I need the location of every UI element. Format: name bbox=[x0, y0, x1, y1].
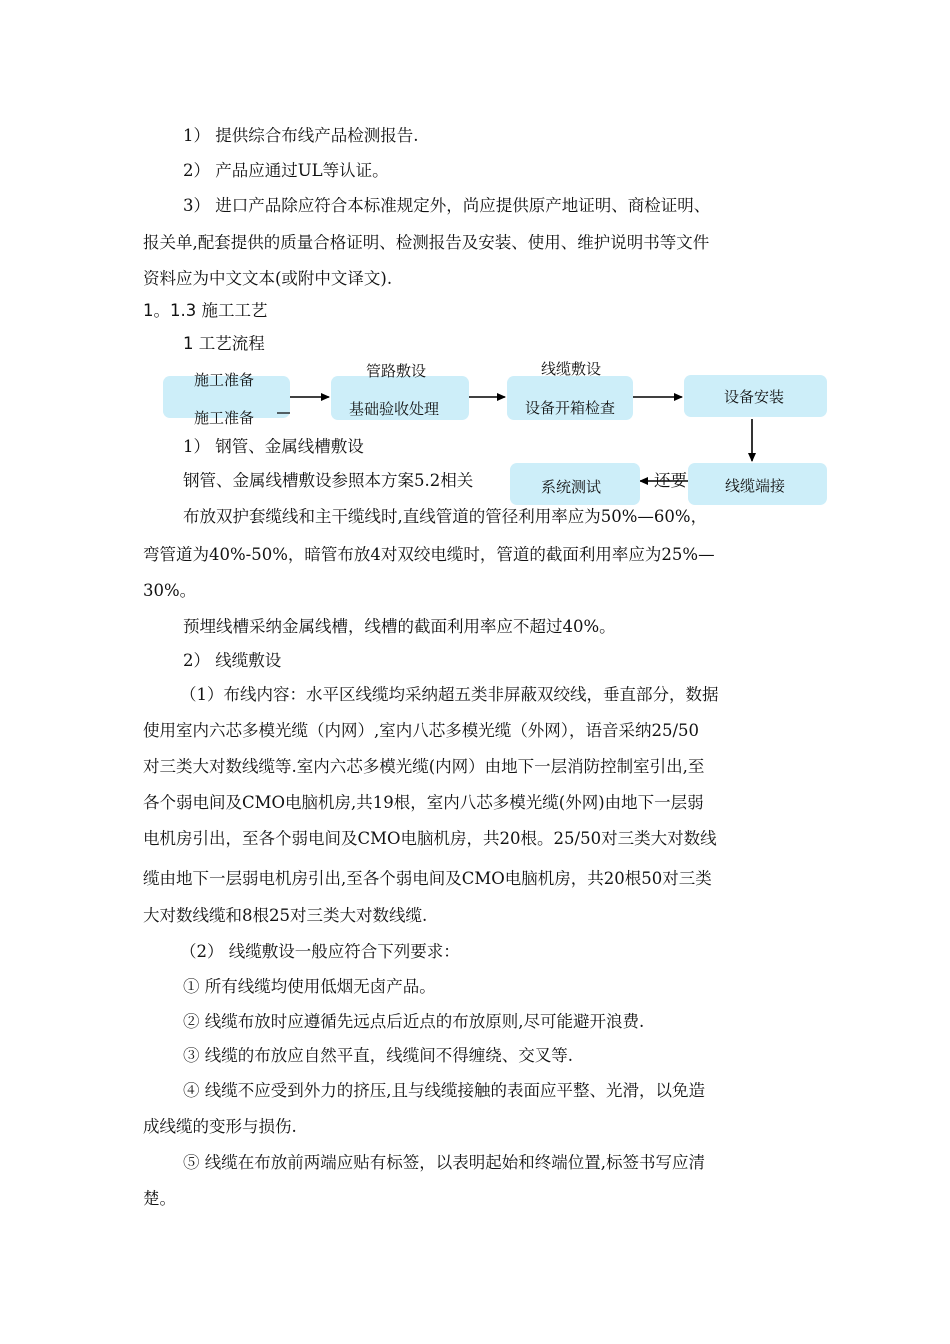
content-line2: 使用室内六芯多模光缆（内网）,室内八芯多模光缆（外网），语音采纳25/50 bbox=[143, 721, 700, 740]
list-item-certification: 2） 产品应通过UL等认证。 bbox=[183, 161, 389, 180]
requirements-intro: （2） 线缆敷设一般应符合下列要求： bbox=[180, 942, 460, 961]
sub-heading: 1 工艺流程 bbox=[183, 334, 265, 353]
routing-line2: 弯管道为40%-50%，暗管布放4对双绞电缆时，管道的截面利用率应为25%— bbox=[143, 545, 715, 564]
flow-step-preparation-duplicate: 施工准备 bbox=[194, 409, 255, 427]
requirement-5-line1: ⑤ 线缆在布放前两端应贴有标签，以表明起始和终端位置,标签书写应清 bbox=[183, 1153, 705, 1172]
flow-step-installation: 设备安装 bbox=[724, 388, 785, 406]
content-line6: 缆由地下一层弱电机房引出,至各个弱电间及CMO电脑机房，共20根50对三类 bbox=[143, 869, 712, 888]
embedded-trunk-text: 预埋线槽采纳金属线槽，线槽的截面利用率应不超过40%。 bbox=[183, 617, 616, 636]
content-line5: 电机房引出，至各个弱电间及CMO电脑机房，共20根。25/50对三类大对数线 bbox=[143, 829, 717, 848]
section-heading: 1。1.3 施工工艺 bbox=[143, 301, 268, 320]
steel-conduit-text-tail: 还要 bbox=[654, 471, 687, 490]
flow-step-preparation: 施工准备 bbox=[194, 371, 255, 389]
content-line3: 对三类大对数线缆等.室内六芯多模光缆(内网）由地下一层消防控制室引出,至 bbox=[143, 757, 705, 776]
list-item-import-line3: 资料应为中文文本(或附中文译文). bbox=[143, 269, 393, 288]
content-line1: （1）布线内容：水平区线缆均采纳超五类非屏蔽双绞线，垂直部分，数据 bbox=[180, 685, 719, 704]
requirement-2: ② 线缆布放时应遵循先远点后近点的布放原则,尽可能避开浪费. bbox=[183, 1012, 645, 1031]
content-line4: 各个弱电间及CMO电脑机房,共19根，室内八芯多模光缆(外网)由地下一层弱 bbox=[143, 793, 704, 812]
steel-conduit-text: 钢管、金属线槽敷设参照本方案5.2相关 bbox=[183, 471, 474, 490]
flow-step-cabling: 线缆敷设 bbox=[541, 360, 602, 378]
requirement-1: ① 所有线缆均使用低烟无卤产品。 bbox=[183, 977, 436, 996]
content-line7: 大对数线缆和8根25对三类大对数线缆. bbox=[143, 906, 428, 925]
flow-step-conduit: 管路敷设 bbox=[366, 362, 427, 380]
list-item-cable-laying: 2） 线缆敷设 bbox=[183, 651, 282, 670]
requirement-4-line2: 成线缆的变形与损伤. bbox=[143, 1117, 297, 1136]
flow-step-unboxing: 设备开箱检查 bbox=[525, 399, 616, 417]
flow-step-termination: 线缆端接 bbox=[725, 477, 786, 495]
requirement-5-line2: 楚。 bbox=[143, 1189, 176, 1208]
requirement-4-line1: ④ 线缆不应受到外力的挤压,且与线缆接触的表面应平整、光滑，以免造 bbox=[183, 1081, 705, 1100]
list-item-import-line2: 报关单,配套提供的质量合格证明、检测报告及安装、使用、维护说明书等文件 bbox=[143, 233, 710, 252]
requirement-3: ③ 线缆的布放应自然平直，线缆间不得缠绕、交叉等. bbox=[183, 1046, 573, 1065]
list-item-report: 1） 提供综合布线产品检测报告. bbox=[183, 126, 419, 145]
routing-line3: 30%。 bbox=[143, 581, 197, 600]
list-item-steel-conduit: 1） 钢管、金属线槽敷设 bbox=[183, 437, 364, 456]
flow-step-testing: 系统测试 bbox=[541, 478, 602, 496]
routing-line1: 布放双护套缆线和主干缆线时,直线管道的管径利用率应为50%—60%， bbox=[183, 507, 708, 526]
list-item-import-line1: 3） 进口产品除应符合本标准规定外，尚应提供原产地证明、商检证明、 bbox=[183, 196, 711, 215]
flow-step-foundation-acceptance: 基础验收处理 bbox=[349, 400, 440, 418]
